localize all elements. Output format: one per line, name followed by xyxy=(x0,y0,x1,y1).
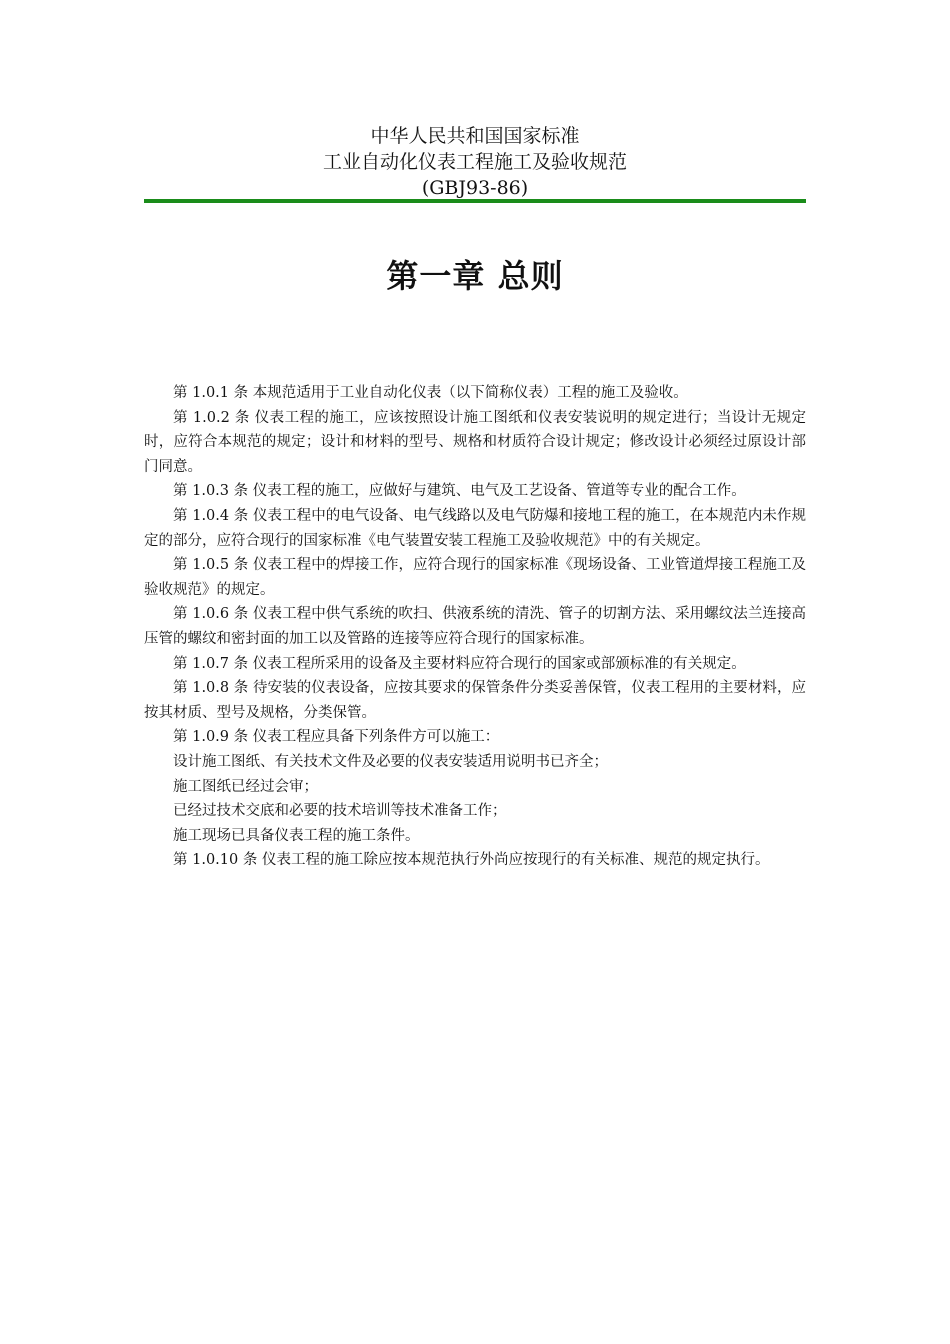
list-item-technical-prep: 已经过技术交底和必要的技术培训等技术准备工作； xyxy=(173,803,507,820)
chapter-title: 第一章 总则 xyxy=(386,257,564,295)
paragraph-1-0-10: 第 1.0.10 条 仪表工程的施工除应按本规范执行外尚应按现行的有关标准、规范的规定执行。 xyxy=(173,852,770,869)
paragraph-1-0-6: 第 1.0.6 条 仪表工程中供气系统的吹扫、供液系统的清洗、管子的切割方法、采用螺纹法兰连接高压管的螺纹和密封面的加工以及管路的连接等应符合现行的国家标准。 xyxy=(144,606,806,647)
header-standard-code: (GBJ93-86) xyxy=(421,177,529,199)
paragraph-1-0-5: 第 1.0.5 条 仪表工程中的焊接工作，应符合现行的国家标准《现场设备、工业管道焊接工程施工及验收规范》的规定。 xyxy=(144,557,806,598)
paragraph-1-0-1: 第 1.0.1 条 本规范适用于工业自动化仪表（以下简称仪表）工程的施工及验收。 xyxy=(173,385,688,401)
paragraph-1-0-4: 第 1.0.4 条 仪表工程中的电气设备、电气线路以及电气防爆和接地工程的施工，在本规范内未作规定的部分，应符合现行的国家标准《电气装置安装工程施工及验收规范》中的有关规定。 xyxy=(144,507,806,549)
header-standard-name: 中华人民共和国国家标准 xyxy=(370,125,580,147)
paragraph-1-0-3: 第 1.0.3 条 仪表工程的施工，应做好与建筑、电气及工艺设备、管道等专业的配合工作。 xyxy=(173,483,746,500)
paragraph-1-0-2: 第 1.0.2 条 仪表工程的施工，应该按照设计施工图纸和仪表安装说明的规定进行；当设计无规定时，应符合本规范的规定；设计和材料的型号、规格和材质符合设计规定；修改设计必须经过原设计部门同意。 xyxy=(144,409,806,475)
paragraph-1-0-8: 第 1.0.8 条 待安装的仪表设备，应按其要求的保管条件分类妥善保管，仪表工程用的主要材料，应按其材质、型号及规格，分类保管。 xyxy=(144,680,806,721)
document-body xyxy=(144,381,806,873)
header-document-title: 工业自动化仪表工程施工及验收规范 xyxy=(322,151,627,173)
paragraph-1-0-7: 第 1.0.7 条 仪表工程所采用的设备及主要材料应符合现行的国家或部颁标准的有关规定。 xyxy=(173,655,746,672)
header-divider xyxy=(144,199,806,203)
list-item-drawing-review: 施工图纸已经过会审； xyxy=(173,778,318,795)
document-header xyxy=(144,123,806,201)
paragraph-1-0-9: 第 1.0.9 条 仪表工程应具备下列条件方可以施工： xyxy=(173,729,500,746)
list-item-design-docs: 设计施工图纸、有关技术文件及必要的仪表安装适用说明书已齐全； xyxy=(173,753,608,770)
list-item-site-conditions: 施工现场已具备仪表工程的施工条件。 xyxy=(173,827,420,844)
